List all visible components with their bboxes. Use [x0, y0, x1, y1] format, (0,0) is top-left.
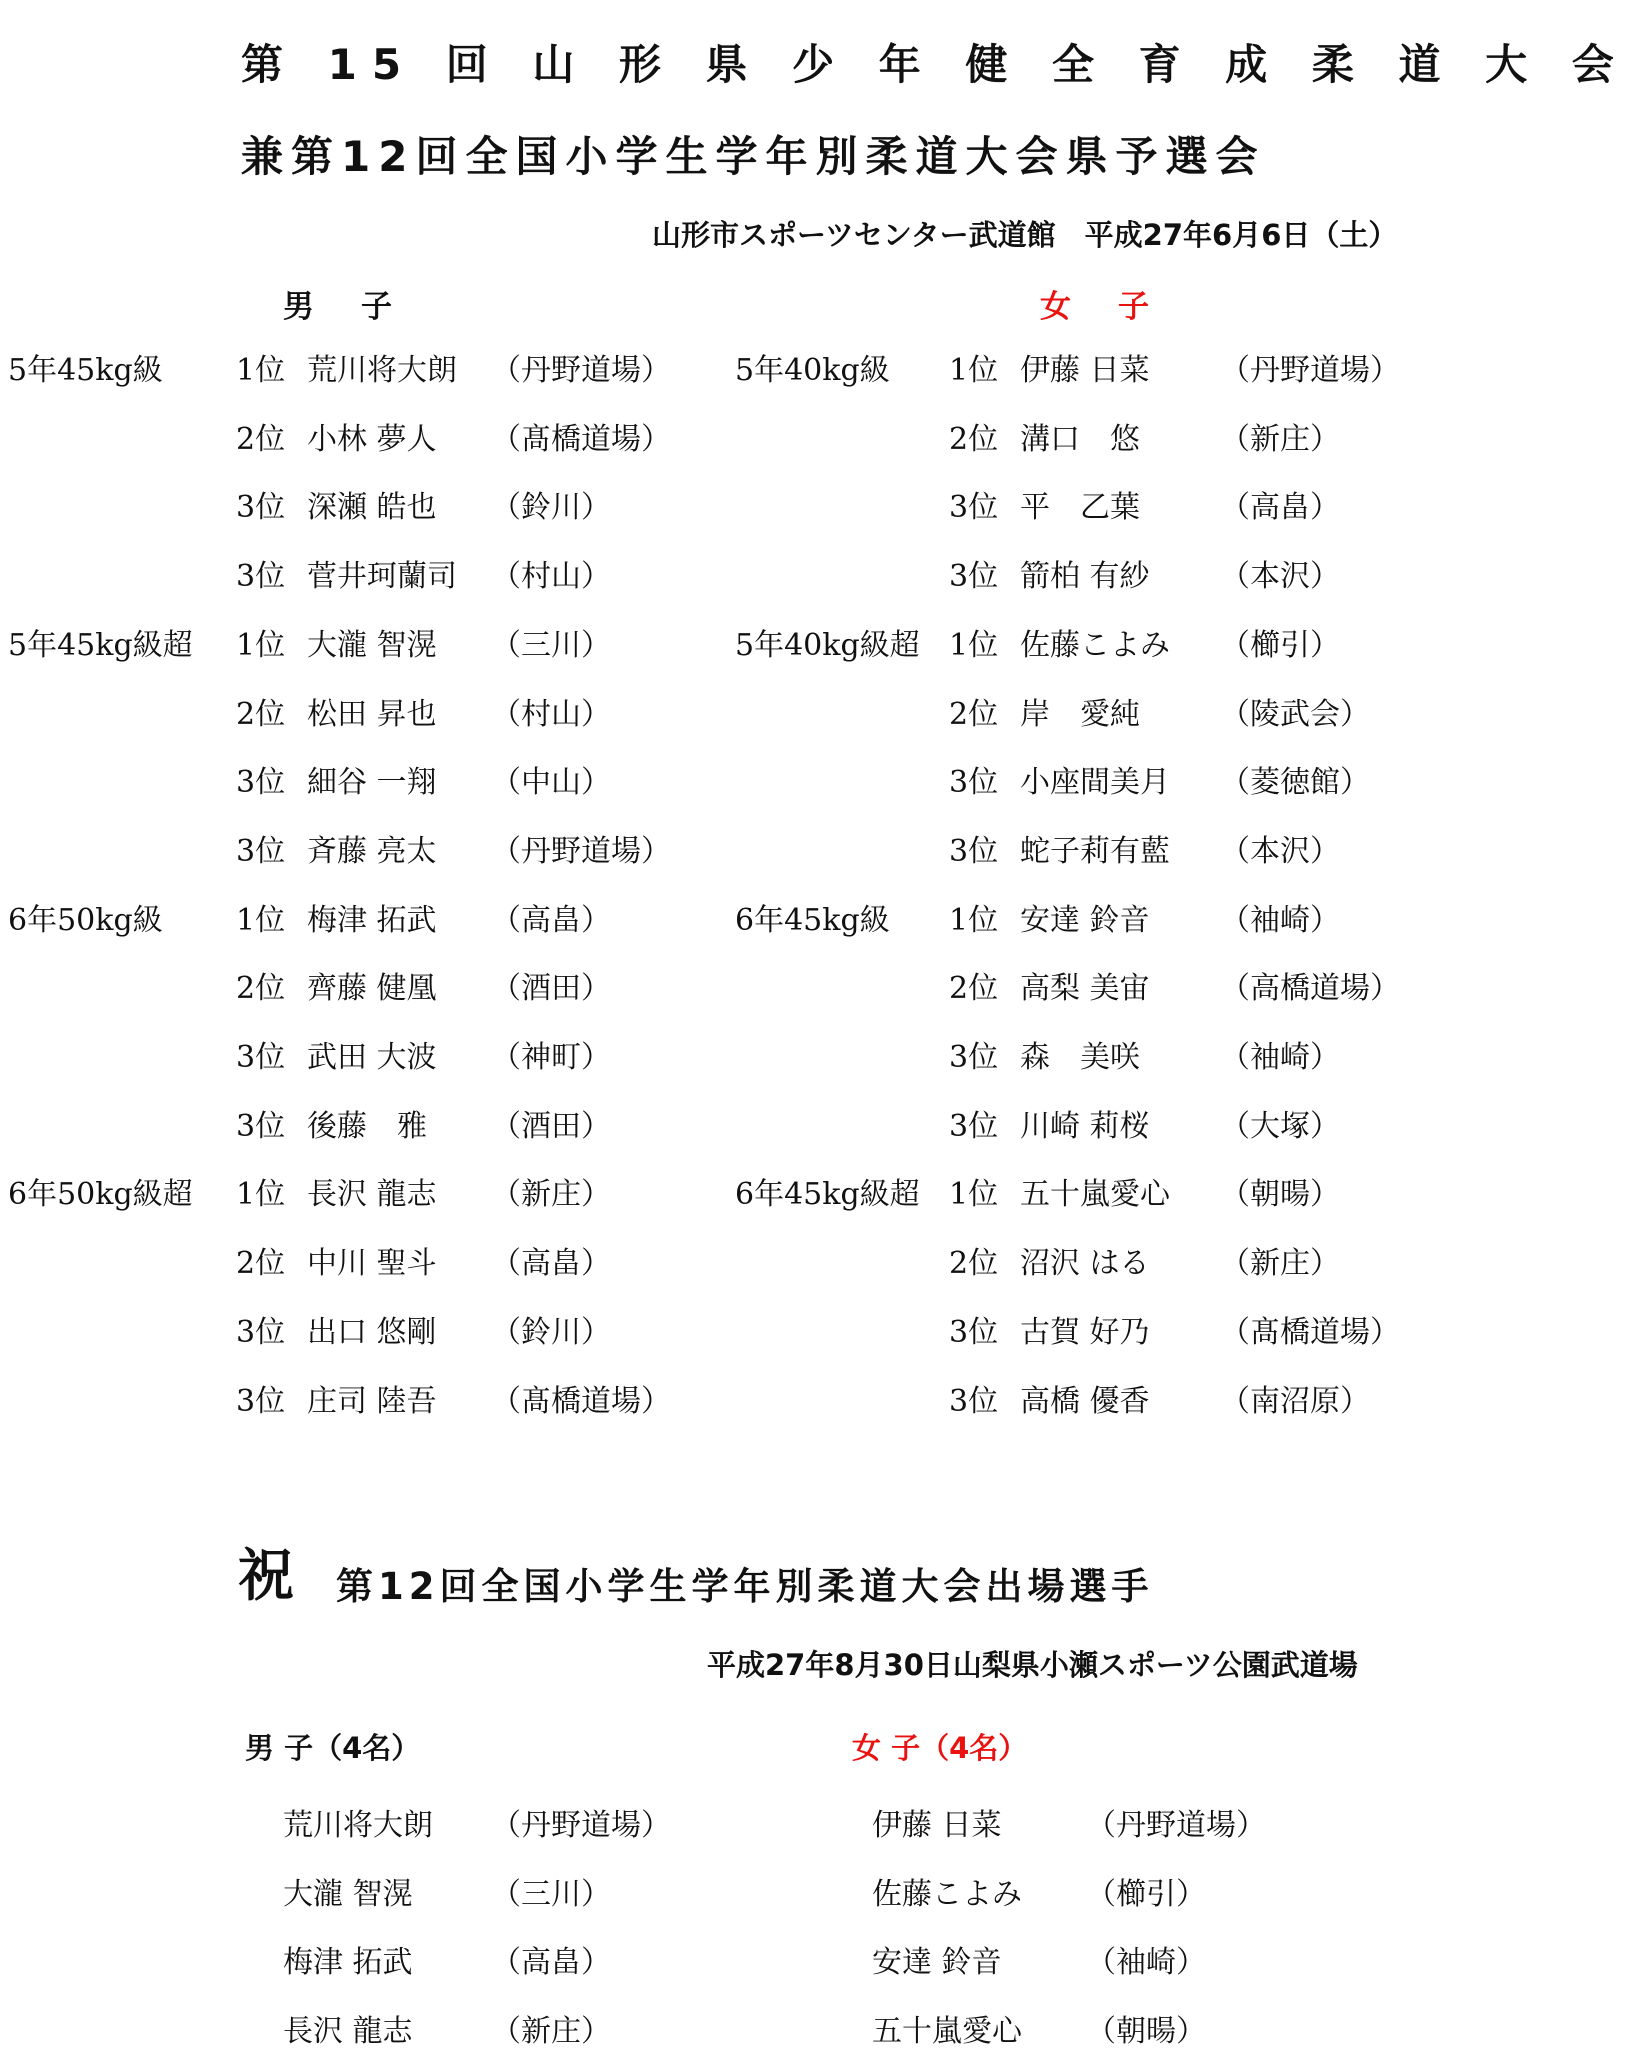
- club-name: （三川）: [491, 628, 611, 663]
- boys-heading: 男 子: [283, 289, 400, 325]
- club-name: （神町）: [491, 1040, 611, 1075]
- athlete-name: 安達 鈴音: [1020, 903, 1150, 938]
- nationals-club-name: （丹野道場）: [1086, 1808, 1266, 1843]
- athlete-name: 松田 昇也: [307, 697, 437, 732]
- club-name: （陵武会）: [1220, 697, 1370, 732]
- club-name: （中山）: [491, 765, 611, 800]
- nationals-girls-heading: 女 子（4名）: [852, 1731, 1028, 1765]
- rank-label: 3位: [949, 765, 999, 800]
- rank-label: 1位: [236, 628, 286, 663]
- rank-label: 3位: [949, 834, 999, 869]
- rank-label: 3位: [236, 1109, 286, 1144]
- club-name: （鈴川）: [491, 1315, 611, 1350]
- rank-label: 2位: [236, 697, 286, 732]
- rank-label: 3位: [236, 834, 286, 869]
- rank-label: 3位: [949, 559, 999, 594]
- rank-label: 1位: [236, 353, 286, 388]
- rank-label: 3位: [236, 490, 286, 525]
- nationals-boys-heading: 男 子（4名）: [245, 1731, 421, 1765]
- nationals-club-name: （新庄）: [491, 2014, 611, 2049]
- club-name: （酒田）: [491, 971, 611, 1006]
- nationals-club-name: （櫛引）: [1086, 1877, 1206, 1912]
- athlete-name: 武田 大波: [307, 1040, 437, 1075]
- rank-label: 3位: [236, 1040, 286, 1075]
- athlete-name: 後藤 雅: [307, 1109, 427, 1144]
- athlete-name: 梅津 拓武: [307, 903, 437, 938]
- division-label: 6年45kg級超: [735, 1177, 920, 1212]
- rank-label: 3位: [236, 765, 286, 800]
- club-name: （高畠）: [491, 903, 611, 938]
- athlete-name: 斉藤 亮太: [307, 834, 437, 869]
- nationals-club-name: （朝暘）: [1086, 2014, 1206, 2049]
- division-label: 5年45kg級: [8, 353, 163, 388]
- athlete-name: 菅井珂蘭司: [307, 559, 457, 594]
- rank-label: 1位: [236, 1177, 286, 1212]
- athlete-name: 荒川将大朗: [307, 353, 457, 388]
- venue-date: 山形市スポーツセンター武道館 平成27年6月6日（土）: [652, 218, 1398, 252]
- rank-label: 1位: [949, 1177, 999, 1212]
- club-name: （本沢）: [1220, 559, 1340, 594]
- rank-label: 2位: [949, 1246, 999, 1281]
- club-name: （高畠）: [491, 1246, 611, 1281]
- athlete-name: 平 乙葉: [1020, 490, 1140, 525]
- nationals-athlete-name: 佐藤こよみ: [872, 1877, 1022, 1912]
- club-name: （鈴川）: [491, 490, 611, 525]
- athlete-name: 深瀬 皓也: [307, 490, 437, 525]
- rank-label: 1位: [236, 903, 286, 938]
- club-name: （朝暘）: [1220, 1177, 1340, 1212]
- athlete-name: 五十嵐愛心: [1020, 1177, 1170, 1212]
- athlete-name: 佐藤こよみ: [1020, 628, 1170, 663]
- athlete-name: 箭柏 有紗: [1020, 559, 1150, 594]
- rank-label: 2位: [236, 1246, 286, 1281]
- nationals-athlete-name: 大瀧 智滉: [283, 1877, 413, 1912]
- athlete-name: 出口 悠剛: [307, 1315, 437, 1350]
- club-name: （本沢）: [1220, 834, 1340, 869]
- rank-label: 3位: [236, 1384, 286, 1419]
- club-name: （酒田）: [491, 1109, 611, 1144]
- club-name: （袖崎）: [1220, 903, 1340, 938]
- club-name: （髙橋道場）: [491, 422, 671, 457]
- club-name: （丹野道場）: [491, 834, 671, 869]
- rank-label: 2位: [236, 971, 286, 1006]
- division-label: 6年50kg級: [8, 903, 163, 938]
- athlete-name: 庄司 陸吾: [307, 1384, 437, 1419]
- athlete-name: 森 美咲: [1020, 1040, 1140, 1075]
- celebrate-mark: 祝: [238, 1544, 294, 1609]
- nationals-club-name: （袖崎）: [1086, 1945, 1206, 1980]
- club-name: （村山）: [491, 697, 611, 732]
- division-label: 6年45kg級: [735, 903, 890, 938]
- athlete-name: 古賀 好乃: [1020, 1315, 1150, 1350]
- athlete-name: 高橋 優香: [1020, 1384, 1150, 1419]
- nationals-date-venue: 平成27年8月30日山梨県小瀬スポーツ公園武道場: [707, 1648, 1358, 1682]
- division-label: 5年45kg級超: [8, 628, 193, 663]
- division-label: 5年40kg級: [735, 353, 890, 388]
- club-name: （新庄）: [491, 1177, 611, 1212]
- club-name: （新庄）: [1220, 422, 1340, 457]
- athlete-name: 沼沢 はる: [1020, 1246, 1150, 1281]
- athlete-name: 大瀧 智滉: [307, 628, 437, 663]
- rank-label: 3位: [236, 1315, 286, 1350]
- club-name: （高畠）: [1220, 490, 1340, 525]
- nationals-athlete-name: 長沢 龍志: [283, 2014, 413, 2049]
- club-name: （菱徳館）: [1220, 765, 1370, 800]
- athlete-name: 細谷 一翔: [307, 765, 437, 800]
- rank-label: 1位: [949, 353, 999, 388]
- rank-label: 2位: [236, 422, 286, 457]
- club-name: （髙橋道場）: [1220, 1315, 1400, 1350]
- club-name: （櫛引）: [1220, 628, 1340, 663]
- nationals-athlete-name: 伊藤 日菜: [872, 1808, 1002, 1843]
- nationals-title: 第12回全国小学生学年別柔道大会出場選手: [336, 1565, 1154, 1608]
- athlete-name: 高梨 美宙: [1020, 971, 1150, 1006]
- club-name: （丹野道場）: [491, 353, 671, 388]
- club-name: （袖崎）: [1220, 1040, 1340, 1075]
- nationals-athlete-name: 梅津 拓武: [283, 1945, 413, 1980]
- nationals-athlete-name: 五十嵐愛心: [872, 2014, 1022, 2049]
- page-title: 第 15 回 山 形 県 少 年 健 全 育 成 柔 道 大 会: [241, 40, 1629, 89]
- rank-label: 2位: [949, 422, 999, 457]
- nationals-athlete-name: 荒川将大朗: [283, 1808, 433, 1843]
- rank-label: 3位: [949, 1040, 999, 1075]
- nationals-club-name: （三川）: [491, 1877, 611, 1912]
- rank-label: 2位: [949, 971, 999, 1006]
- club-name: （村山）: [491, 559, 611, 594]
- nationals-athlete-name: 安達 鈴音: [872, 1945, 1002, 1980]
- rank-label: 3位: [236, 559, 286, 594]
- athlete-name: 伊藤 日菜: [1020, 353, 1150, 388]
- athlete-name: 蛇子莉有藍: [1020, 834, 1170, 869]
- club-name: （大塚）: [1220, 1109, 1340, 1144]
- athlete-name: 岸 愛純: [1020, 697, 1140, 732]
- club-name: （南沼原）: [1220, 1384, 1370, 1419]
- athlete-name: 長沢 龍志: [307, 1177, 437, 1212]
- athlete-name: 齊藤 健凰: [307, 971, 437, 1006]
- rank-label: 3位: [949, 1109, 999, 1144]
- rank-label: 2位: [949, 697, 999, 732]
- nationals-club-name: （丹野道場）: [491, 1808, 671, 1843]
- rank-label: 3位: [949, 490, 999, 525]
- rank-label: 3位: [949, 1384, 999, 1419]
- athlete-name: 小座間美月: [1020, 765, 1170, 800]
- rank-label: 1位: [949, 903, 999, 938]
- athlete-name: 小林 夢人: [307, 422, 437, 457]
- club-name: （丹野道場）: [1220, 353, 1400, 388]
- rank-label: 1位: [949, 628, 999, 663]
- rank-label: 3位: [949, 1315, 999, 1350]
- athlete-name: 川崎 莉桜: [1020, 1109, 1150, 1144]
- girls-heading: 女 子: [1040, 289, 1157, 325]
- division-label: 6年50kg級超: [8, 1177, 193, 1212]
- athlete-name: 中川 聖斗: [307, 1246, 437, 1281]
- athlete-name: 溝口 悠: [1020, 422, 1140, 457]
- nationals-club-name: （高畠）: [491, 1945, 611, 1980]
- division-label: 5年40kg級超: [735, 628, 920, 663]
- club-name: （髙橋道場）: [491, 1384, 671, 1419]
- club-name: （高橋道場）: [1220, 971, 1400, 1006]
- page-subtitle: 兼第12回全国小学生学年別柔道大会県予選会: [241, 132, 1266, 181]
- club-name: （新庄）: [1220, 1246, 1340, 1281]
